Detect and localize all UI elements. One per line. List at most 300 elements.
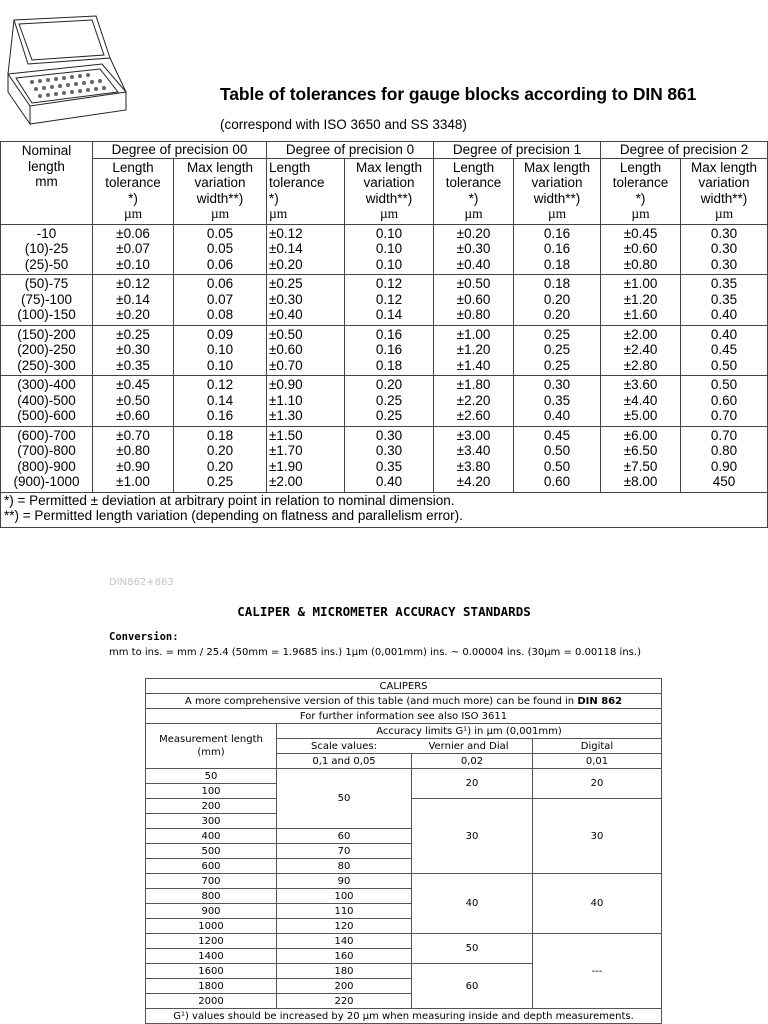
max-variation-header-line: width**) (365, 190, 413, 206)
tolerance-value-cell-line: 0.25 (543, 326, 571, 342)
tolerance-value-cell (174, 426, 267, 492)
accuracy-cell: 40 (533, 874, 662, 934)
tolerance-value-cell-line: 0.35 (375, 458, 403, 474)
measurement-length-unit: (mm) (197, 747, 225, 758)
tolerance-value-cell-line: 0.70 (710, 427, 738, 443)
accuracy-cell: 140 (277, 934, 412, 949)
conversion-label: Conversion: (109, 631, 179, 643)
tolerance-value-cell-line: ±2.60 (456, 408, 491, 423)
length-tolerance-header-line: tolerance (445, 175, 502, 190)
length-tolerance-header-line: µm (269, 206, 288, 221)
length-tolerance-header-line: *) (269, 190, 279, 206)
tolerance-value-cell-line: ±0.90 (116, 458, 150, 474)
tolerance-value-cell-line: ±0.45 (623, 225, 658, 241)
length-tolerance-header-line: tolerance (612, 175, 669, 190)
tolerance-value-cell (267, 426, 345, 492)
tolerance-value-cell (434, 376, 514, 427)
reference-standard: DIN 862 (577, 695, 623, 707)
tolerance-value-cell-line: 0.20 (375, 377, 403, 392)
max-variation-header-line: µm (210, 206, 230, 221)
max-variation-header-line: Max length (524, 159, 591, 175)
tolerance-value-cell-line: 0.20 (206, 458, 234, 474)
tolerance-value-cell-line: 0.30 (375, 427, 403, 443)
length-cell: 700 (146, 874, 277, 889)
conversion-text: mm to ins. = mm / 25.4 (50mm = 1.9685 ins.) 1µm (0,001mm) ins. ~ 0.00004 ins. (30µm = 0.00118 ins.) (109, 647, 641, 658)
length-tolerance-header-line: tolerance (269, 175, 325, 190)
tolerance-value-cell-line: 0.50 (710, 357, 738, 373)
tolerance-value-cell (93, 275, 174, 326)
tolerance-value-cell (93, 426, 174, 492)
max-variation-header-line: width**) (533, 190, 581, 206)
tolerance-value-cell-line: 0.06 (206, 276, 234, 291)
nominal-length-cell-line: (200)-250 (17, 342, 76, 357)
tolerance-value-cell (345, 224, 434, 275)
length-cell: 100 (146, 784, 277, 799)
tolerance-value-cell-line: ±0.12 (116, 276, 150, 291)
accuracy-cell: 70 (277, 844, 412, 859)
tolerance-value-cell (267, 224, 345, 275)
tolerance-value-cell-line: ±6.50 (623, 443, 658, 458)
scale-values-header (277, 739, 533, 754)
tolerance-value-cell (174, 376, 267, 427)
footnotes-line: *) = Permitted ± deviation at arbitrary point in relation to nominal dimension. (4, 492, 455, 508)
tolerance-value-cell (514, 275, 601, 326)
length-tolerance-header-line: Length (269, 159, 311, 175)
length-tolerance-header-line: Length (112, 159, 154, 175)
tolerance-value-cell-line: 0.10 (375, 241, 403, 256)
tolerance-value-cell-line: ±0.06 (116, 225, 150, 241)
length-cell: 600 (146, 859, 277, 874)
tolerance-value-cell-line: ±2.20 (456, 392, 491, 408)
accuracy-cell: 50 (277, 769, 412, 829)
accuracy-cell: 60 (412, 964, 533, 1009)
tolerance-value-cell (267, 275, 345, 326)
tolerance-value-cell-line: 0.30 (543, 377, 571, 392)
tolerance-value-cell-line: ±0.30 (269, 291, 303, 307)
precision-header: Degree of precision 0 (267, 142, 434, 159)
nominal-length-cell-line: (150)-200 (17, 326, 76, 342)
calipers-iso-line: For further information see also ISO 3611 (146, 709, 662, 724)
tolerance-value-cell-line: ±0.25 (116, 326, 150, 342)
tolerance-value-cell (345, 376, 434, 427)
tolerance-value-cell (601, 325, 681, 376)
accuracy-cell: 40 (412, 874, 533, 934)
tolerance-value-cell-line: 0.12 (375, 291, 403, 307)
reference-text: A more comprehensive version of this table (and much more) can be found in (184, 695, 578, 707)
tolerance-value-cell-line: ±0.07 (116, 241, 150, 256)
length-tolerance-header-line: µm (464, 206, 483, 221)
tolerance-value-cell (434, 325, 514, 376)
length-tolerance-header-line: *) (635, 190, 646, 206)
tolerance-value-cell-line: 0.16 (206, 408, 234, 423)
tolerance-value-cell (174, 224, 267, 275)
tolerance-value-cell-line: ±0.50 (456, 276, 491, 291)
nominal-length-cell-line: (100)-150 (17, 307, 76, 322)
length-tolerance-header-line: µm (631, 206, 650, 221)
tolerance-value-cell-line: ±1.50 (269, 427, 303, 443)
tolerance-value-cell (601, 376, 681, 427)
length-tolerance-header-line: *) (468, 190, 479, 206)
max-variation-header-line: µm (379, 206, 399, 221)
length-tolerance-header-line: Length (619, 159, 662, 175)
tolerance-value-cell-line: 0.25 (206, 474, 234, 489)
tolerance-value-cell (93, 325, 174, 376)
length-tolerance-header (601, 158, 681, 224)
tolerance-value-cell (174, 275, 267, 326)
tolerance-value-cell-line: 0.80 (710, 443, 738, 458)
tolerance-value-cell-line: ±0.90 (269, 377, 303, 392)
accuracy-cell: --- (533, 934, 662, 1009)
tolerance-value-cell (601, 224, 681, 275)
tolerance-value-cell-line: ±1.90 (269, 458, 303, 474)
length-cell: 1400 (146, 949, 277, 964)
tolerance-value-cell (681, 325, 768, 376)
tolerance-value-cell-line: 0.18 (375, 357, 403, 373)
tolerance-value-cell-line: ±0.60 (456, 291, 491, 307)
section-title: CALIPER & MICROMETER ACCURACY STANDARDS (237, 604, 531, 619)
nominal-length-cell-line: (25)-50 (24, 256, 69, 272)
length-cell: 200 (146, 799, 277, 814)
tolerance-value-cell-line: 0.60 (710, 392, 738, 408)
tolerance-value-cell-line: ±0.30 (456, 241, 491, 256)
tolerance-value-cell-line: ±0.45 (116, 377, 150, 392)
tolerance-value-cell (93, 376, 174, 427)
scale-values-label: Scale values: (311, 740, 377, 752)
tolerance-value-cell (93, 224, 174, 275)
length-cell: 1800 (146, 979, 277, 994)
tolerance-value-cell-line: 0.06 (206, 256, 234, 272)
scale-value-2: 0,02 (412, 754, 533, 769)
tolerance-value-cell-line: ±3.00 (456, 427, 491, 443)
tolerance-value-cell-line: ±2.00 (269, 474, 303, 489)
tolerance-value-cell (434, 224, 514, 275)
measurement-length-header (146, 724, 277, 769)
accuracy-cell: 20 (533, 769, 662, 799)
tolerance-value-cell-line: 0.20 (206, 443, 234, 458)
max-variation-header-line: Max length (691, 159, 758, 175)
tolerance-value-cell (345, 275, 434, 326)
accuracy-header: Accuracy limits G¹) in µm (0,001mm) (277, 724, 662, 739)
tolerance-value-cell-line: ±0.20 (456, 225, 491, 241)
tolerance-value-cell-line: 0.10 (375, 225, 403, 241)
tolerance-value-cell-line: 0.14 (375, 307, 403, 322)
length-cell: 800 (146, 889, 277, 904)
tolerance-value-cell-line: ±1.20 (623, 291, 658, 307)
tolerance-value-cell-line: ±0.14 (269, 241, 303, 256)
tolerance-value-cell-line: 0.35 (710, 291, 738, 307)
tolerance-value-cell-line: ±0.60 (269, 342, 303, 357)
max-variation-header (174, 158, 267, 224)
tolerance-value-cell-line: 0.08 (206, 307, 234, 322)
max-variation-header-line: variation (363, 175, 415, 190)
tolerance-value-cell (345, 426, 434, 492)
length-cell: 300 (146, 814, 277, 829)
nominal-length-cell (1, 426, 93, 492)
tolerance-value-cell-line: 0.40 (375, 474, 403, 489)
nominal-length-cell-line: (700)-800 (17, 443, 76, 458)
tolerance-value-cell-line: 0.90 (710, 458, 738, 474)
tolerance-value-cell-line: 0.14 (206, 392, 234, 408)
nominal-length-cell-line: (10)-25 (24, 241, 69, 256)
tolerance-value-cell-line: ±3.60 (623, 377, 658, 392)
tolerance-value-cell-line: 0.10 (375, 256, 403, 272)
tolerance-value-cell-line: 0.40 (543, 408, 571, 423)
accuracy-cell: 200 (277, 979, 412, 994)
tolerance-value-cell-line: ±1.80 (456, 377, 491, 392)
tolerance-value-cell-line: 0.07 (206, 291, 234, 307)
tolerance-value-cell-line: 0.12 (206, 377, 234, 392)
nominal-length-cell (1, 224, 93, 275)
tolerance-value-cell-line: ±0.40 (456, 256, 491, 272)
tolerance-value-cell-line: 0.05 (206, 241, 234, 256)
tolerance-value-cell-line: 0.20 (543, 291, 571, 307)
tolerance-value-cell-line: ±0.60 (623, 241, 658, 256)
tolerance-value-cell-line: 0.25 (375, 408, 403, 423)
tolerance-value-cell-line: 0.30 (710, 256, 738, 272)
footnotes (1, 492, 768, 527)
accuracy-cell: 100 (277, 889, 412, 904)
length-cell: 500 (146, 844, 277, 859)
tolerance-value-cell-line: ±0.35 (116, 357, 150, 373)
page-subtitle: (correspond with ISO 3650 and SS 3348) (220, 117, 467, 132)
tolerance-value-cell-line: ±2.00 (623, 326, 658, 342)
accuracy-cell: 30 (533, 799, 662, 874)
length-cell: 2000 (146, 994, 277, 1009)
length-tolerance-header-line: Length (452, 159, 495, 175)
tolerance-value-cell-line: 0.18 (206, 427, 234, 443)
max-variation-header (514, 158, 601, 224)
length-tolerance-header (267, 158, 345, 224)
tolerance-value-cell-line: ±0.50 (269, 326, 303, 342)
tolerance-value-cell (174, 325, 267, 376)
accuracy-cell: 50 (412, 934, 533, 964)
tolerance-value-cell-line: 0.40 (710, 307, 738, 322)
nominal-length-cell-line: (500)-600 (17, 408, 76, 423)
tolerance-value-cell-line: ±0.80 (456, 307, 491, 322)
tolerance-value-cell-line: 0.18 (543, 276, 571, 291)
tolerance-value-cell-line: ±1.40 (456, 357, 491, 373)
tolerance-value-cell-line: 0.45 (710, 342, 738, 357)
tolerance-value-cell-line: ±0.80 (623, 256, 658, 272)
max-variation-header-line: variation (194, 175, 246, 190)
tolerance-value-cell-line: 0.10 (206, 342, 234, 357)
page-title: Table of tolerances for gauge blocks according to DIN 861 (220, 84, 697, 104)
length-cell: 400 (146, 829, 277, 844)
max-variation-header (681, 158, 768, 224)
tolerance-value-cell-line: ±3.40 (456, 443, 491, 458)
tolerance-value-cell-line: 0.50 (543, 458, 571, 474)
calipers-reference-line (146, 694, 662, 709)
tolerance-value-cell-line: ±0.12 (269, 225, 303, 241)
tolerance-value-cell-line: ±6.00 (623, 427, 658, 443)
tolerance-value-cell-line: 0.45 (543, 427, 571, 443)
tolerance-value-cell (345, 325, 434, 376)
tolerance-value-cell (681, 224, 768, 275)
tolerance-value-cell (514, 426, 601, 492)
tolerance-value-cell-line: ±2.40 (623, 342, 658, 357)
tolerance-value-cell-line: 0.30 (375, 443, 403, 458)
max-variation-header (345, 158, 434, 224)
nominal-length-cell-line: (400)-500 (17, 392, 76, 408)
tolerance-value-cell-line: ±0.80 (116, 443, 150, 458)
nominal-length-cell-line: (900)-1000 (13, 474, 80, 489)
tolerance-value-cell-line: 0.25 (375, 392, 403, 408)
tolerance-value-cell-line: ±1.10 (269, 392, 303, 408)
tolerance-value-cell (514, 376, 601, 427)
tolerance-value-cell-line: ±0.25 (269, 276, 303, 291)
nominal-length-cell-line: (300)-400 (17, 377, 76, 392)
nominal-length-cell-line: (75)-100 (20, 291, 73, 307)
tolerance-value-cell (514, 325, 601, 376)
tolerance-value-cell-line: ±0.40 (269, 307, 303, 322)
tolerance-value-cell-line: 0.16 (375, 326, 403, 342)
tolerance-value-cell (267, 325, 345, 376)
max-variation-header-line: µm (547, 206, 567, 221)
tolerance-value-cell-line: ±0.50 (116, 392, 150, 408)
length-cell: 50 (146, 769, 277, 784)
accuracy-cell: 180 (277, 964, 412, 979)
accuracy-cell: 160 (277, 949, 412, 964)
tolerance-value-cell-line: ±0.10 (116, 256, 150, 272)
max-variation-header-line: µm (714, 206, 734, 221)
tolerance-value-cell-line: ±1.60 (623, 307, 658, 322)
max-variation-header-line: variation (698, 175, 750, 190)
tolerance-value-cell-line: ±0.30 (116, 342, 150, 357)
length-cell: 1600 (146, 964, 277, 979)
tolerance-value-cell-line: ±1.70 (269, 443, 303, 458)
measurement-length-label: Measurement length (159, 734, 263, 745)
nominal-length-header (1, 142, 93, 225)
tolerance-value-cell (601, 426, 681, 492)
tolerance-value-cell-line: 0.50 (543, 443, 571, 458)
tolerance-value-cell-line: 0.16 (543, 241, 571, 256)
tolerance-value-cell-line: ±0.70 (269, 357, 303, 373)
vernier-label: Vernier and Dial (428, 740, 509, 752)
watermark: DIN862+863 (109, 577, 174, 588)
tolerance-value-cell-line: ±7.50 (623, 458, 658, 474)
tolerance-value-cell-line: ±8.00 (623, 474, 658, 489)
calipers-heading: CALIPERS (146, 679, 662, 694)
precision-header: Degree of precision 2 (601, 142, 768, 159)
accuracy-cell: 20 (412, 769, 533, 799)
tolerance-value-cell-line: 0.40 (710, 326, 738, 342)
scale-value-1: 0,1 and 0,05 (277, 754, 412, 769)
length-tolerance-header-line: tolerance (105, 175, 161, 190)
tolerance-table (0, 141, 768, 528)
max-variation-header-line: variation (531, 175, 583, 190)
tolerance-value-cell (601, 275, 681, 326)
tolerance-value-cell (681, 376, 768, 427)
tolerance-value-cell-line: 0.05 (206, 225, 234, 241)
tolerance-value-cell (434, 275, 514, 326)
tolerance-value-cell-line: ±0.20 (116, 307, 150, 322)
tolerance-value-cell-line: ±1.00 (456, 326, 491, 342)
tolerance-value-cell-line: 0.25 (543, 342, 571, 357)
length-cell: 1000 (146, 919, 277, 934)
tolerance-value-cell-line: 0.20 (543, 307, 571, 322)
nominal-length-cell-line: (600)-700 (17, 427, 76, 443)
nominal-length-header-line: Nominal (21, 143, 72, 158)
nominal-length-header-line: length (28, 158, 65, 174)
tolerance-value-cell-line: 0.70 (710, 408, 738, 423)
digital-header: Digital (533, 739, 662, 754)
length-tolerance-header (434, 158, 514, 224)
tolerance-value-cell-line: 0.25 (543, 357, 571, 373)
tolerance-value-cell-line: ±4.40 (623, 392, 658, 408)
tolerance-value-cell-line: ±1.00 (623, 276, 658, 291)
tolerance-value-cell (681, 426, 768, 492)
tolerance-value-cell-line: ±2.80 (623, 357, 658, 373)
length-tolerance-header-line: *) (128, 190, 138, 206)
tolerance-value-cell (681, 275, 768, 326)
precision-header: Degree of precision 1 (434, 142, 601, 159)
tolerance-value-cell-line: 0.30 (710, 241, 738, 256)
precision-header: Degree of precision 00 (93, 142, 267, 159)
tolerance-value-cell-line: 0.35 (543, 392, 571, 408)
tolerance-value-cell-line: ±0.70 (116, 427, 150, 443)
tolerance-value-cell-line: ±0.20 (269, 256, 303, 272)
footnotes-line: **) = Permitted length variation (depending on flatness and parallelism error). (4, 508, 463, 523)
accuracy-cell: 60 (277, 829, 412, 844)
tolerance-value-cell-line: ±0.60 (116, 408, 150, 423)
tolerance-value-cell (514, 224, 601, 275)
tolerance-value-cell-line: ±1.30 (269, 408, 303, 423)
accuracy-cell: 110 (277, 904, 412, 919)
accuracy-cell: 220 (277, 994, 412, 1009)
accuracy-cell: 80 (277, 859, 412, 874)
accuracy-cell: 120 (277, 919, 412, 934)
length-cell: 900 (146, 904, 277, 919)
max-variation-header-line: Max length (186, 159, 254, 175)
tolerance-value-cell-line: 0.50 (710, 377, 738, 392)
accuracy-cell: 30 (412, 799, 533, 874)
tolerance-value-cell-line: 0.09 (206, 326, 234, 342)
tolerance-value-cell-line: ±0.14 (116, 291, 150, 307)
nominal-length-cell (1, 325, 93, 376)
tolerance-value-cell (267, 376, 345, 427)
tolerance-value-cell-line: ±4.20 (456, 474, 491, 489)
tolerance-value-cell-line: 0.12 (375, 276, 403, 291)
calipers-footnote: G¹) values should be increased by 20 µm when measuring inside and depth measurements. (146, 1009, 662, 1024)
max-variation-header-line: Max length (355, 159, 423, 175)
nominal-length-cell (1, 376, 93, 427)
length-tolerance-header (93, 158, 174, 224)
nominal-length-cell-line: -10 (36, 225, 57, 241)
nominal-length-cell-line: (250)-300 (17, 357, 76, 373)
tolerance-value-cell-line: 450 (712, 474, 736, 489)
max-variation-header-line: width**) (196, 190, 244, 206)
tolerance-value-cell-line: 0.16 (375, 342, 403, 357)
gauge-block-set-box-illustration (2, 12, 130, 130)
nominal-length-header-line: mm (35, 174, 58, 189)
length-cell: 1200 (146, 934, 277, 949)
nominal-length-cell-line: (800)-900 (17, 458, 76, 474)
tolerance-value-cell-line: ±3.80 (456, 458, 491, 474)
length-tolerance-header-line: µm (123, 206, 143, 221)
tolerance-value-cell-line: 0.18 (543, 256, 571, 272)
tolerance-value-cell-line: 0.16 (543, 225, 571, 241)
tolerance-value-cell-line: ±1.00 (116, 474, 150, 489)
nominal-length-cell-line: (50)-75 (24, 276, 69, 291)
calipers-table (145, 678, 662, 1024)
tolerance-value-cell-line: 0.10 (206, 357, 234, 373)
tolerance-value-cell-line: 0.30 (710, 225, 738, 241)
nominal-length-cell (1, 275, 93, 326)
scale-value-3: 0,01 (533, 754, 662, 769)
accuracy-cell: 90 (277, 874, 412, 889)
tolerance-value-cell-line: ±1.20 (456, 342, 491, 357)
tolerance-value-cell-line: ±5.00 (623, 408, 658, 423)
